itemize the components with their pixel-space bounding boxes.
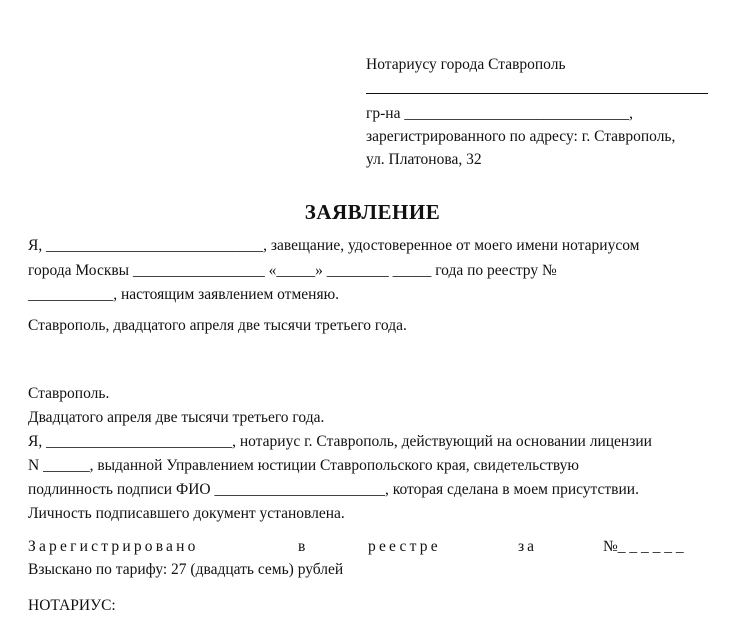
registered-word-4: за [518,538,538,555]
registered-word-3: реестре [368,538,441,555]
citizen-line: гр-на _____________________________, [366,105,633,122]
addressee: Нотариусу города Ставрополь [366,56,566,73]
cert-city: Ставрополь. [28,385,110,402]
registered-word-1: Зарегистрировано [28,538,199,555]
cert-date: Двадцатого апреля две тысячи третьего года. [28,409,325,426]
registry-number: №_ _ _ _ _ _ [603,538,684,555]
fee-line: Взыскано по тарифу: 27 (двадцать семь) рублей [28,561,344,578]
cert-line-4: Личность подписавшего документ установлена. [28,505,345,522]
addressee-underline [366,93,708,94]
cert-line-2: N ______, выданной Управлением юстиции Ставропольского края, свидетельствую [28,457,579,474]
cert-line-3: подлинность подписи ФИО ______________________, которая сделана в моем присутствии. [28,481,639,498]
statement-line-2: города Москвы _________________ «_____» ________ _____ года по реестру № [28,262,557,279]
statement-line-3: ___________, настоящим заявлением отменяю. [28,286,340,303]
statement-place-date: Ставрополь, двадцатого апреля две тысячи третьего года. [28,317,407,334]
notary-signature-label: НОТАРИУС: [28,597,116,614]
cert-line-1: Я, ________________________, нотариус г. Ставрополь, действующий на основании лицензии [28,433,652,450]
registered-word-2: в [298,538,306,555]
document-title: ЗАЯВЛЕНИЕ [304,200,441,224]
statement-line-1: Я, ____________________________, завещание, удостоверенное от моего имени нотариусом [28,237,640,254]
registered-address: зарегистрированного по адресу: г. Ставрополь, [366,128,676,145]
street-address: ул. Платонова, 32 [366,151,482,168]
